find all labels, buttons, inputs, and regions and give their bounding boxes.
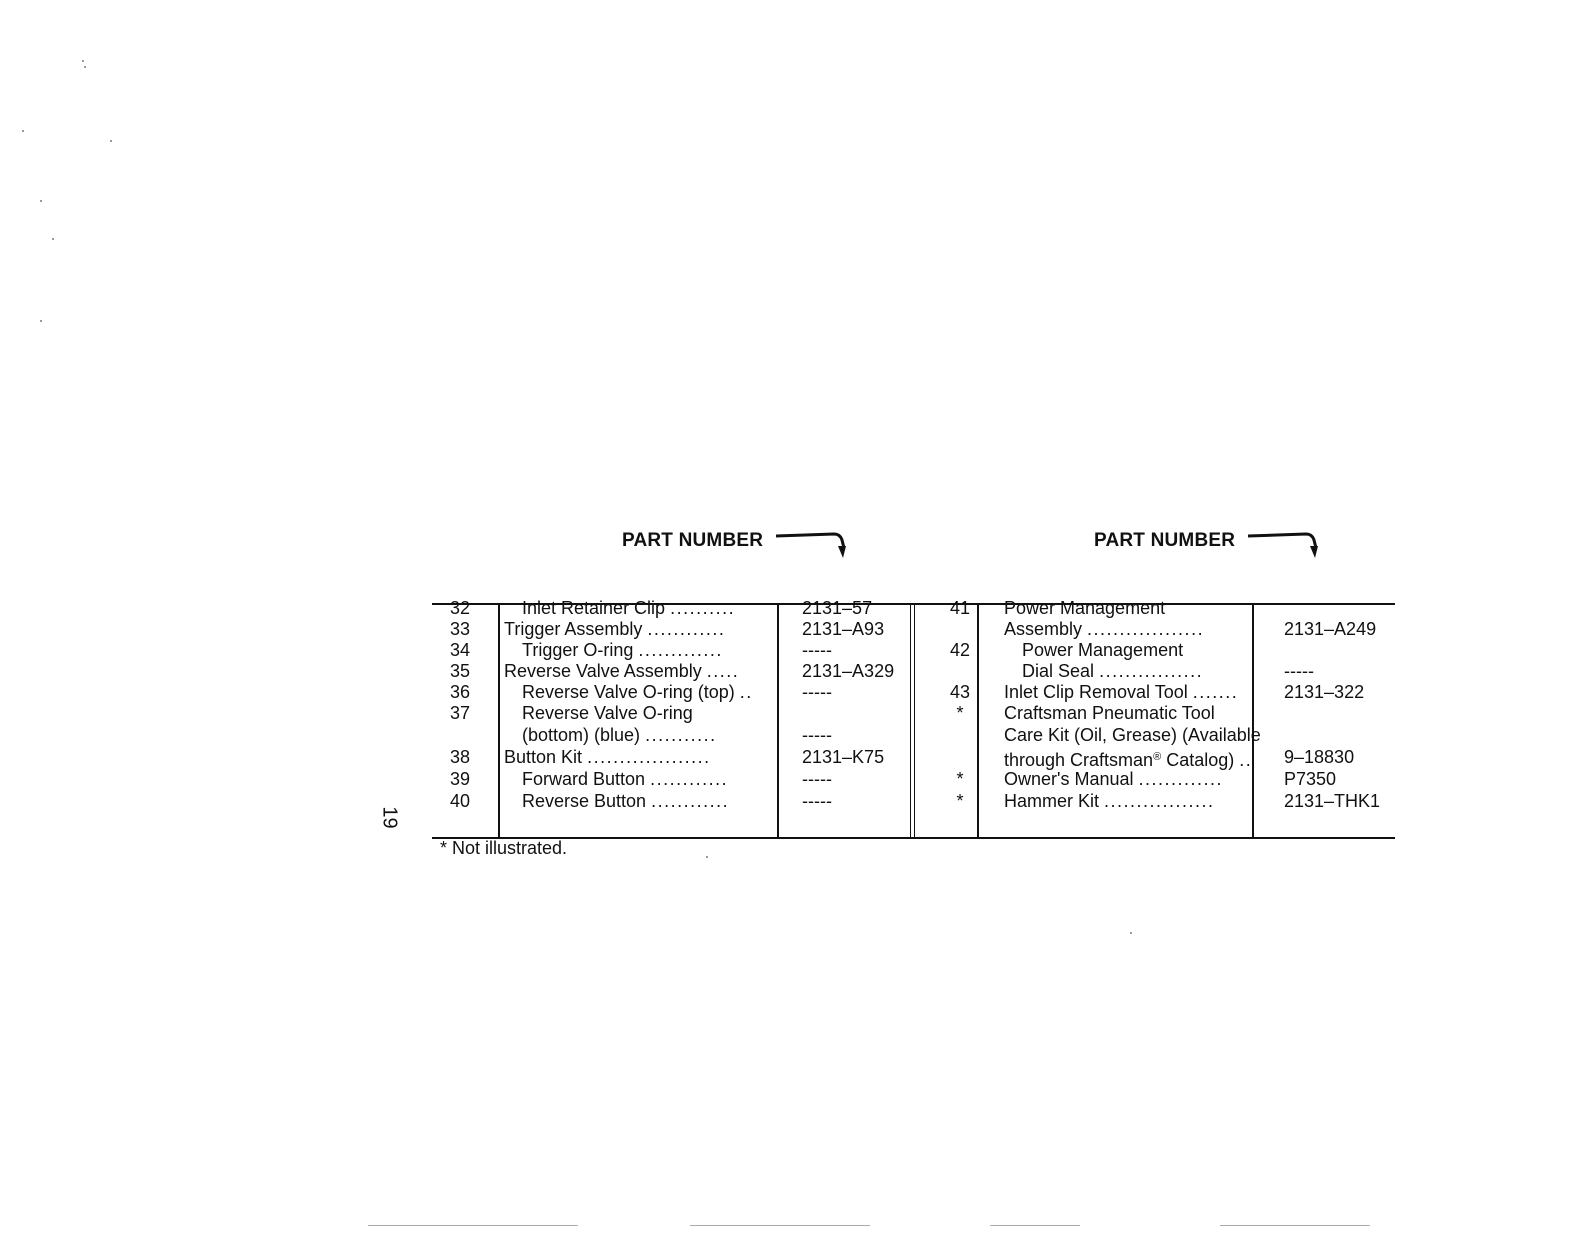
scan-noise — [990, 1225, 1080, 1226]
parts-list-table — [432, 598, 1395, 839]
key-number: 35 — [449, 661, 471, 681]
part-description: Reverse Valve Assembly ..... — [504, 661, 740, 681]
part-description: Craftsman Pneumatic Tool — [1004, 703, 1215, 723]
down-arrow-icon — [1242, 526, 1332, 566]
part-description: Reverse Valve O-ring (top) .. — [522, 682, 753, 702]
part-number: ----- — [802, 640, 832, 660]
part-description: through Craftsman® Catalog) .. — [1004, 750, 1253, 770]
key-number: 36 — [449, 682, 471, 702]
key-number: 38 — [449, 747, 471, 767]
part-description: Care Kit (Oil, Grease) (Available — [1004, 725, 1261, 745]
part-number: 2131–K75 — [802, 747, 885, 767]
part-description: Button Kit ................... — [504, 747, 711, 767]
key-number: 39 — [449, 769, 471, 789]
part-description: Hammer Kit ................. — [1004, 791, 1215, 811]
part-description: Reverse Valve O-ring — [522, 703, 693, 723]
part-number: 2131–A93 — [802, 619, 885, 639]
part-number: 2131–322 — [1284, 682, 1365, 702]
key-number: 32 — [449, 598, 471, 618]
part-number: ----- — [802, 725, 832, 745]
part-number: P7350 — [1284, 769, 1337, 789]
part-number: ----- — [802, 682, 832, 702]
part-description: Power Management — [1004, 598, 1166, 618]
part-description: Inlet Retainer Clip .......... — [522, 598, 736, 618]
key-number: * — [956, 769, 964, 789]
part-description: (bottom) (blue) ........... — [522, 725, 717, 745]
scan-noise — [368, 1225, 578, 1226]
key-number: * — [956, 791, 964, 811]
part-number: 9–18830 — [1284, 747, 1355, 767]
key-number: 43 — [949, 682, 971, 702]
part-description: Trigger Assembly ............ — [504, 619, 726, 639]
part-number: 2131–THK1 — [1284, 791, 1381, 811]
part-description: Power Management — [1022, 640, 1184, 660]
registered-mark: ® — [1153, 751, 1162, 763]
parts-list-left — [432, 598, 927, 837]
part-description: Trigger O-ring ............. — [522, 640, 723, 660]
scan-noise — [690, 1225, 870, 1226]
part-description: Reverse Button ............ — [522, 791, 730, 811]
parts-list-right — [932, 598, 1395, 837]
key-number: 37 — [449, 703, 471, 723]
part-number: 2131–A249 — [1284, 619, 1377, 639]
part-number: ----- — [802, 791, 832, 811]
part-description: Dial Seal ................ — [1022, 661, 1204, 681]
part-description: Inlet Clip Removal Tool ....... — [1004, 682, 1239, 702]
key-number: * — [956, 703, 964, 723]
part-description: Owner's Manual ............. — [1004, 769, 1224, 789]
down-arrow-icon — [770, 526, 860, 566]
part-number-header-right: PART NUMBER — [1094, 530, 1236, 551]
key-number: 41 — [949, 598, 971, 618]
part-number: 2131–A329 — [802, 661, 895, 681]
footnote: * Not illustrated. — [440, 838, 568, 858]
part-description: Forward Button ............ — [522, 769, 729, 789]
part-number: ----- — [802, 769, 832, 789]
part-number: 2131–57 — [802, 598, 873, 618]
key-number: 42 — [949, 640, 971, 660]
page-number: 19 — [378, 806, 401, 829]
scan-noise — [1220, 1225, 1370, 1226]
part-description: Assembly .................. — [1004, 619, 1205, 639]
key-number: 40 — [449, 791, 471, 811]
key-number: 33 — [449, 619, 471, 639]
part-number: ----- — [1284, 661, 1314, 681]
part-number-header-left: PART NUMBER — [622, 530, 764, 551]
key-number: 34 — [449, 640, 471, 660]
